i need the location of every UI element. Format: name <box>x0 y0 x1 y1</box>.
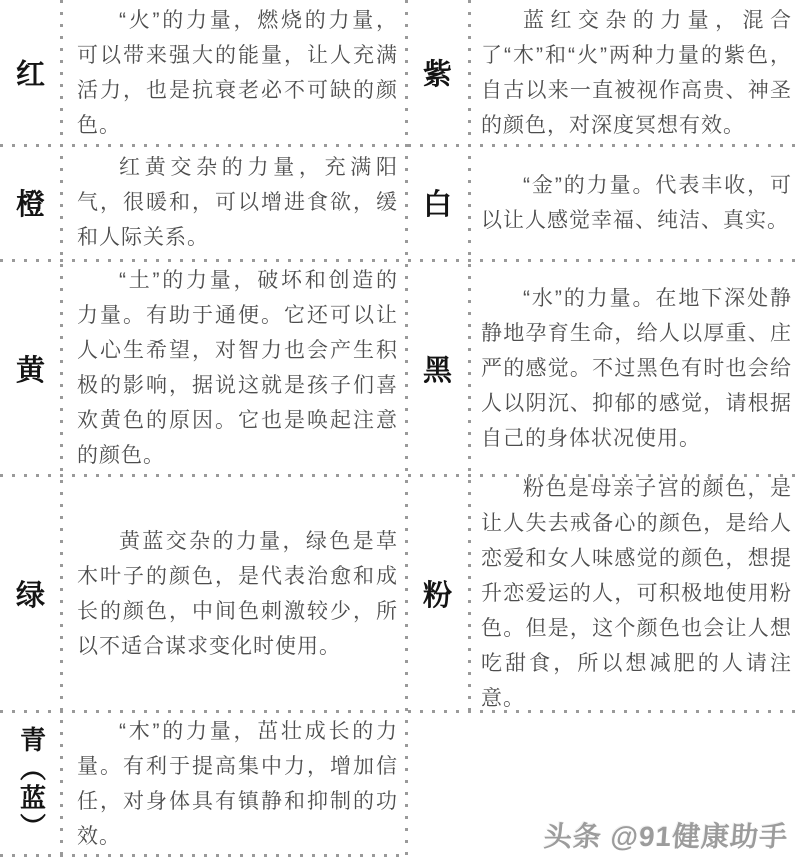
color-description-text: “火”的力量，燃烧的力量，可以带来强大的能量，让人充满活力，也是抗衰老必不可缺的颜色。 <box>77 8 398 137</box>
color-description-text: 红黄交杂的力量，充满阳气，很暖和，可以增进食欲，缓和人际关系。 <box>77 156 398 249</box>
color-label-text: 红 <box>15 59 45 91</box>
color-description-text: “木”的力量，茁壮成长的力量。有利于提高集中力，增加信任，对身体具有镇静和抑制的功效。 <box>77 720 398 848</box>
color-description-text: “水”的力量。在地下深处静静地孕育生命，给人以厚重、庄严的感觉。不过黑色有时也会给人以阴沉、抑郁的感觉，请根据自己的身体状况使用。 <box>481 286 792 450</box>
color-label-red <box>0 0 61 145</box>
color-label-text: 青（蓝） <box>16 726 47 842</box>
color-description-white <box>469 145 796 260</box>
color-label-text: 黑 <box>422 354 452 387</box>
color-description-orange <box>61 145 406 260</box>
color-label-purple <box>406 0 469 145</box>
color-description-text: 黄蓝交杂的力量，绿色是草木叶子的颜色，是代表治愈和成长的颜色，中间色刺激较少，所以不适合谋求变化时使用。 <box>77 529 398 658</box>
color-description-text: “土”的力量，破坏和创造的力量。有助于通便。它还可以让人心生希望，对智力也会产生积极的影响，据说这就是孩子们喜欢黄色的原因。它也是唤起注意的颜色。 <box>77 269 398 467</box>
color-description-cyan-blue <box>61 711 406 857</box>
color-description-green <box>61 476 406 711</box>
color-label-text: 白 <box>422 189 452 221</box>
color-label-black <box>406 260 469 476</box>
color-description-purple <box>469 0 796 145</box>
color-label-text: 黄 <box>15 354 45 387</box>
color-label-text: 橙 <box>15 189 45 221</box>
color-label-cyan-blue <box>0 711 61 857</box>
color-label-text: 绿 <box>15 580 45 612</box>
color-description-text: 蓝红交杂的力量，混合了“木”和“火”两种力量的紫色，自古以来一直被视作高贵、神圣的颜色，对深度冥想有效。 <box>481 8 792 137</box>
color-label-pink <box>406 476 469 711</box>
toutiao-watermark: 头条 @91健康助手 <box>542 821 789 852</box>
color-label-yellow <box>0 260 61 476</box>
color-label-green <box>0 476 61 711</box>
color-description-text: “金”的力量。代表丰收，可以让人感觉幸福、纯洁、真实。 <box>481 173 792 232</box>
color-description-red <box>61 0 406 145</box>
color-description-text: 粉色是母亲子宫的颜色，是让人失去戒备心的颜色，是给人恋爱和女人味感觉的颜色，想提升恋爱运的人，可积极地使用粉色。但是，这个颜色也会让人想吃甜食，所以想减肥的人请注意。 <box>481 477 792 710</box>
color-label-text: 紫 <box>422 59 452 91</box>
color-label-orange <box>0 145 61 260</box>
color-description-yellow <box>61 260 406 476</box>
color-description-black <box>469 260 796 476</box>
color-description-pink <box>469 476 796 711</box>
color-label-white <box>406 145 469 260</box>
color-label-text: 粉 <box>422 580 452 612</box>
